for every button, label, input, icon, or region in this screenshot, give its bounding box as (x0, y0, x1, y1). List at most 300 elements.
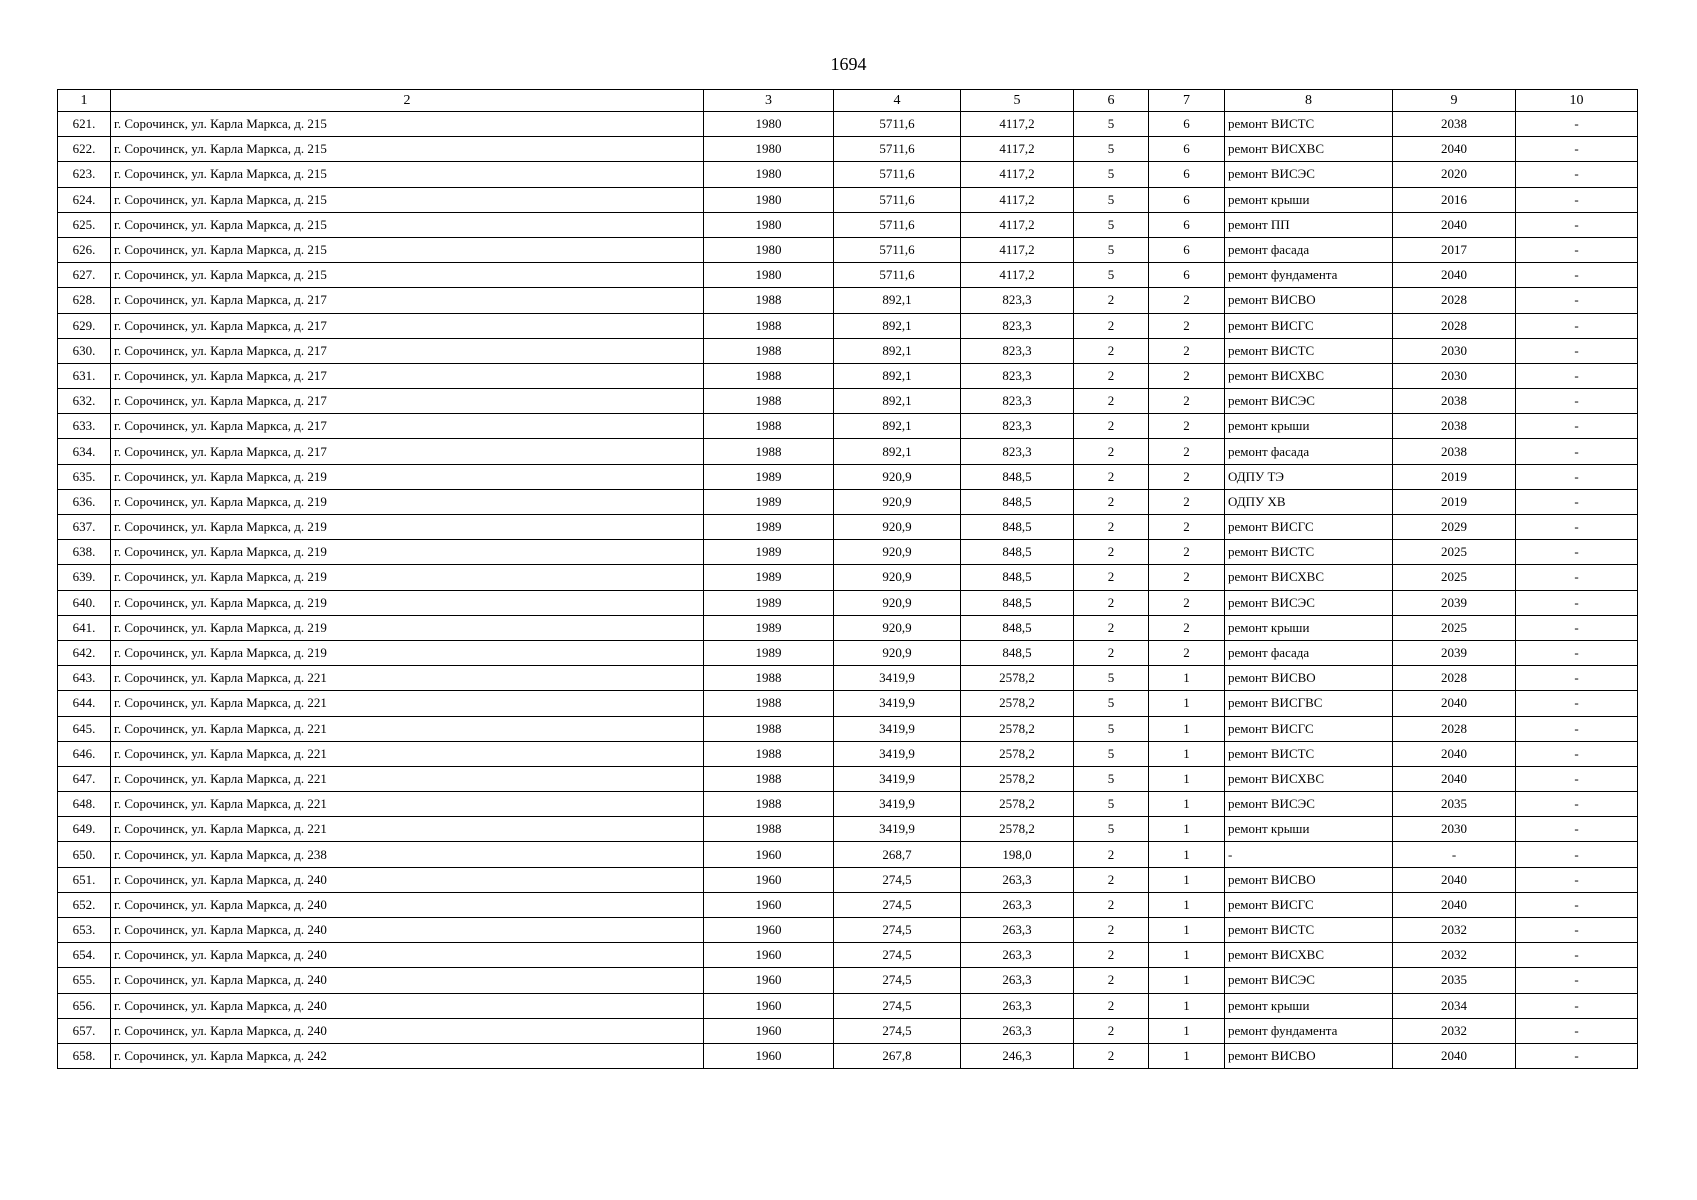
cell-entrances: 6 (1149, 187, 1225, 212)
cell-living-area: 2578,2 (961, 741, 1074, 766)
cell-planned-year: 2025 (1393, 565, 1516, 590)
cell-address: г. Сорочинск, ул. Карла Маркса, д. 219 (111, 615, 704, 640)
cell-floors: 2 (1074, 892, 1149, 917)
cell-entrances: 2 (1149, 363, 1225, 388)
cell-planned-year: 2016 (1393, 187, 1516, 212)
cell-row-number: 624. (58, 187, 111, 212)
cell-total-area: 892,1 (834, 313, 961, 338)
cell-floors: 2 (1074, 540, 1149, 565)
cell-row-number: 623. (58, 162, 111, 187)
cell-floors: 2 (1074, 389, 1149, 414)
page-number: 1694 (830, 54, 867, 74)
cell-planned-year: 2035 (1393, 792, 1516, 817)
cell-work-type: ремонт ВИСХВС (1225, 137, 1393, 162)
cell-year-built: 1980 (704, 263, 834, 288)
cell-address: г. Сорочинск, ул. Карла Маркса, д. 240 (111, 918, 704, 943)
cell-entrances: 2 (1149, 565, 1225, 590)
cell-living-area: 823,3 (961, 288, 1074, 313)
cell-planned-year: 2017 (1393, 237, 1516, 262)
cell-note: - (1516, 212, 1638, 237)
cell-entrances: 1 (1149, 867, 1225, 892)
cell-note: - (1516, 464, 1638, 489)
cell-row-number: 630. (58, 338, 111, 363)
cell-note: - (1516, 489, 1638, 514)
cell-living-area: 823,3 (961, 389, 1074, 414)
cell-living-area: 848,5 (961, 489, 1074, 514)
cell-row-number: 642. (58, 640, 111, 665)
cell-row-number: 643. (58, 666, 111, 691)
cell-living-area: 848,5 (961, 464, 1074, 489)
cell-work-type: ремонт ВИСЭС (1225, 389, 1393, 414)
cell-floors: 2 (1074, 338, 1149, 363)
cell-entrances: 2 (1149, 389, 1225, 414)
cell-entrances: 1 (1149, 1018, 1225, 1043)
cell-row-number: 621. (58, 112, 111, 137)
cell-total-area: 274,5 (834, 918, 961, 943)
cell-year-built: 1989 (704, 540, 834, 565)
cell-work-type: ремонт ВИСВО (1225, 867, 1393, 892)
cell-floors: 2 (1074, 439, 1149, 464)
cell-address: г. Сорочинск, ул. Карла Маркса, д. 221 (111, 691, 704, 716)
cell-note: - (1516, 716, 1638, 741)
table-row (58, 112, 1638, 137)
table-row (58, 918, 1638, 943)
cell-note: - (1516, 237, 1638, 262)
table-row (58, 892, 1638, 917)
table-row (58, 1043, 1638, 1068)
cell-year-built: 1988 (704, 766, 834, 791)
cell-address: г. Сорочинск, ул. Карла Маркса, д. 238 (111, 842, 704, 867)
cell-address: г. Сорочинск, ул. Карла Маркса, д. 240 (111, 993, 704, 1018)
cell-address: г. Сорочинск, ул. Карла Маркса, д. 217 (111, 288, 704, 313)
table-header-row (58, 90, 1638, 112)
cell-year-built: 1988 (704, 414, 834, 439)
cell-year-built: 1988 (704, 363, 834, 388)
cell-year-built: 1960 (704, 943, 834, 968)
cell-row-number: 640. (58, 590, 111, 615)
cell-address: г. Сорочинск, ул. Карла Маркса, д. 219 (111, 540, 704, 565)
cell-work-type: ремонт ВИСХВС (1225, 363, 1393, 388)
cell-note: - (1516, 389, 1638, 414)
cell-year-built: 1980 (704, 112, 834, 137)
cell-planned-year: 2040 (1393, 212, 1516, 237)
table-row (58, 288, 1638, 313)
cell-row-number: 632. (58, 389, 111, 414)
cell-address: г. Сорочинск, ул. Карла Маркса, д. 240 (111, 892, 704, 917)
cell-address: г. Сорочинск, ул. Карла Маркса, д. 219 (111, 515, 704, 540)
cell-address: г. Сорочинск, ул. Карла Маркса, д. 215 (111, 237, 704, 262)
cell-total-area: 892,1 (834, 414, 961, 439)
table-row (58, 313, 1638, 338)
cell-living-area: 246,3 (961, 1043, 1074, 1068)
cell-address: г. Сорочинск, ул. Карла Маркса, д. 240 (111, 943, 704, 968)
cell-floors: 5 (1074, 263, 1149, 288)
cell-total-area: 892,1 (834, 288, 961, 313)
cell-living-area: 2578,2 (961, 716, 1074, 741)
cell-year-built: 1989 (704, 464, 834, 489)
cell-entrances: 2 (1149, 489, 1225, 514)
cell-living-area: 823,3 (961, 313, 1074, 338)
cell-planned-year: 2034 (1393, 993, 1516, 1018)
cell-note: - (1516, 792, 1638, 817)
cell-entrances: 2 (1149, 439, 1225, 464)
cell-floors: 5 (1074, 112, 1149, 137)
cell-total-area: 274,5 (834, 892, 961, 917)
cell-address: г. Сорочинск, ул. Карла Маркса, д. 217 (111, 313, 704, 338)
cell-floors: 2 (1074, 515, 1149, 540)
table-row (58, 1018, 1638, 1043)
cell-total-area: 920,9 (834, 565, 961, 590)
cell-total-area: 5711,6 (834, 212, 961, 237)
cell-address: г. Сорочинск, ул. Карла Маркса, д. 215 (111, 137, 704, 162)
cell-living-area: 263,3 (961, 943, 1074, 968)
cell-living-area: 263,3 (961, 968, 1074, 993)
cell-year-built: 1988 (704, 741, 834, 766)
cell-total-area: 3419,9 (834, 666, 961, 691)
cell-entrances: 1 (1149, 943, 1225, 968)
cell-work-type: ремонт крыши (1225, 414, 1393, 439)
cell-floors: 5 (1074, 691, 1149, 716)
cell-living-area: 848,5 (961, 540, 1074, 565)
column-header-9: 9 (1393, 90, 1516, 112)
cell-year-built: 1989 (704, 515, 834, 540)
cell-work-type: ремонт ВИСТС (1225, 918, 1393, 943)
table-row (58, 237, 1638, 262)
cell-address: г. Сорочинск, ул. Карла Маркса, д. 215 (111, 263, 704, 288)
cell-address: г. Сорочинск, ул. Карла Маркса, д. 219 (111, 489, 704, 514)
cell-year-built: 1988 (704, 666, 834, 691)
cell-row-number: 634. (58, 439, 111, 464)
cell-planned-year: 2040 (1393, 741, 1516, 766)
cell-year-built: 1980 (704, 137, 834, 162)
cell-total-area: 5711,6 (834, 263, 961, 288)
cell-floors: 2 (1074, 842, 1149, 867)
cell-floors: 5 (1074, 137, 1149, 162)
cell-row-number: 644. (58, 691, 111, 716)
table-row (58, 817, 1638, 842)
cell-address: г. Сорочинск, ул. Карла Маркса, д. 219 (111, 565, 704, 590)
cell-note: - (1516, 137, 1638, 162)
cell-row-number: 652. (58, 892, 111, 917)
cell-row-number: 636. (58, 489, 111, 514)
cell-entrances: 1 (1149, 993, 1225, 1018)
cell-total-area: 892,1 (834, 363, 961, 388)
cell-year-built: 1988 (704, 817, 834, 842)
cell-row-number: 626. (58, 237, 111, 262)
table-row (58, 363, 1638, 388)
table-row (58, 515, 1638, 540)
cell-year-built: 1960 (704, 918, 834, 943)
table-row (58, 338, 1638, 363)
cell-planned-year: 2040 (1393, 892, 1516, 917)
cell-note: - (1516, 515, 1638, 540)
cell-living-area: 263,3 (961, 993, 1074, 1018)
cell-total-area: 920,9 (834, 489, 961, 514)
table-row (58, 162, 1638, 187)
cell-planned-year: 2019 (1393, 464, 1516, 489)
cell-entrances: 1 (1149, 968, 1225, 993)
cell-address: г. Сорочинск, ул. Карла Маркса, д. 219 (111, 590, 704, 615)
cell-total-area: 274,5 (834, 993, 961, 1018)
cell-entrances: 1 (1149, 892, 1225, 917)
cell-year-built: 1988 (704, 338, 834, 363)
cell-address: г. Сорочинск, ул. Карла Маркса, д. 215 (111, 187, 704, 212)
cell-row-number: 625. (58, 212, 111, 237)
cell-address: г. Сорочинск, ул. Карла Маркса, д. 217 (111, 363, 704, 388)
table-row (58, 640, 1638, 665)
table-row (58, 993, 1638, 1018)
cell-floors: 2 (1074, 1043, 1149, 1068)
cell-work-type: ремонт крыши (1225, 615, 1393, 640)
cell-floors: 5 (1074, 187, 1149, 212)
cell-work-type: ремонт крыши (1225, 817, 1393, 842)
cell-living-area: 4117,2 (961, 112, 1074, 137)
cell-work-type: ремонт ВИСТС (1225, 540, 1393, 565)
cell-address: г. Сорочинск, ул. Карла Маркса, д. 240 (111, 968, 704, 993)
column-header-10: 10 (1516, 90, 1638, 112)
cell-total-area: 3419,9 (834, 691, 961, 716)
cell-total-area: 5711,6 (834, 112, 961, 137)
cell-year-built: 1989 (704, 489, 834, 514)
cell-living-area: 823,3 (961, 338, 1074, 363)
table-row (58, 867, 1638, 892)
cell-floors: 5 (1074, 741, 1149, 766)
cell-note: - (1516, 540, 1638, 565)
cell-row-number: 657. (58, 1018, 111, 1043)
cell-planned-year: 2032 (1393, 918, 1516, 943)
cell-entrances: 2 (1149, 540, 1225, 565)
cell-year-built: 1960 (704, 1018, 834, 1043)
table-row (58, 842, 1638, 867)
cell-note: - (1516, 615, 1638, 640)
cell-planned-year: 2040 (1393, 263, 1516, 288)
column-header-2: 2 (111, 90, 704, 112)
cell-year-built: 1988 (704, 716, 834, 741)
cell-total-area: 3419,9 (834, 766, 961, 791)
cell-work-type: ремонт ПП (1225, 212, 1393, 237)
cell-living-area: 263,3 (961, 892, 1074, 917)
cell-year-built: 1980 (704, 237, 834, 262)
cell-row-number: 639. (58, 565, 111, 590)
cell-floors: 2 (1074, 363, 1149, 388)
cell-row-number: 654. (58, 943, 111, 968)
cell-row-number: 638. (58, 540, 111, 565)
cell-note: - (1516, 414, 1638, 439)
column-header-1: 1 (58, 90, 111, 112)
cell-living-area: 4117,2 (961, 263, 1074, 288)
cell-floors: 2 (1074, 464, 1149, 489)
cell-floors: 2 (1074, 313, 1149, 338)
cell-living-area: 823,3 (961, 363, 1074, 388)
cell-note: - (1516, 640, 1638, 665)
cell-work-type: ремонт ВИСЭС (1225, 792, 1393, 817)
cell-work-type: ремонт фундамента (1225, 1018, 1393, 1043)
cell-note: - (1516, 263, 1638, 288)
cell-floors: 2 (1074, 943, 1149, 968)
cell-year-built: 1960 (704, 1043, 834, 1068)
cell-address: г. Сорочинск, ул. Карла Маркса, д. 242 (111, 1043, 704, 1068)
cell-entrances: 1 (1149, 766, 1225, 791)
cell-address: г. Сорочинск, ул. Карла Маркса, д. 221 (111, 792, 704, 817)
cell-note: - (1516, 993, 1638, 1018)
cell-address: г. Сорочинск, ул. Карла Маркса, д. 215 (111, 212, 704, 237)
cell-planned-year: 2030 (1393, 817, 1516, 842)
cell-row-number: 651. (58, 867, 111, 892)
cell-note: - (1516, 968, 1638, 993)
cell-floors: 5 (1074, 817, 1149, 842)
cell-row-number: 633. (58, 414, 111, 439)
table-row (58, 212, 1638, 237)
cell-year-built: 1989 (704, 615, 834, 640)
table-row (58, 943, 1638, 968)
cell-floors: 2 (1074, 615, 1149, 640)
cell-work-type: ремонт крыши (1225, 187, 1393, 212)
cell-work-type: ремонт ВИСВО (1225, 288, 1393, 313)
cell-total-area: 920,9 (834, 590, 961, 615)
table-row (58, 968, 1638, 993)
cell-living-area: 848,5 (961, 640, 1074, 665)
cell-floors: 2 (1074, 968, 1149, 993)
cell-planned-year: 2030 (1393, 363, 1516, 388)
cell-floors: 2 (1074, 288, 1149, 313)
cell-work-type: ремонт ВИСГС (1225, 313, 1393, 338)
cell-planned-year: 2019 (1393, 489, 1516, 514)
cell-year-built: 1980 (704, 212, 834, 237)
cell-floors: 5 (1074, 162, 1149, 187)
cell-planned-year: 2040 (1393, 691, 1516, 716)
cell-planned-year: 2039 (1393, 640, 1516, 665)
cell-note: - (1516, 112, 1638, 137)
cell-work-type: ремонт ВИСХВС (1225, 943, 1393, 968)
cell-note: - (1516, 313, 1638, 338)
cell-living-area: 2578,2 (961, 666, 1074, 691)
table-row (58, 590, 1638, 615)
cell-entrances: 2 (1149, 338, 1225, 363)
cell-work-type: ремонт фундамента (1225, 263, 1393, 288)
cell-total-area: 892,1 (834, 389, 961, 414)
cell-total-area: 274,5 (834, 968, 961, 993)
cell-row-number: 635. (58, 464, 111, 489)
cell-total-area: 274,5 (834, 1018, 961, 1043)
cell-entrances: 2 (1149, 288, 1225, 313)
cell-year-built: 1988 (704, 691, 834, 716)
cell-planned-year: 2038 (1393, 439, 1516, 464)
table-row (58, 414, 1638, 439)
cell-note: - (1516, 363, 1638, 388)
cell-work-type: ремонт ВИСТС (1225, 338, 1393, 363)
cell-entrances: 1 (1149, 817, 1225, 842)
cell-year-built: 1960 (704, 867, 834, 892)
cell-work-type: ремонт ВИСГВС (1225, 691, 1393, 716)
cell-note: - (1516, 666, 1638, 691)
table-row (58, 741, 1638, 766)
cell-planned-year: 2032 (1393, 1018, 1516, 1043)
cell-planned-year: - (1393, 842, 1516, 867)
cell-total-area: 268,7 (834, 842, 961, 867)
cell-year-built: 1960 (704, 968, 834, 993)
cell-work-type: ремонт фасада (1225, 439, 1393, 464)
cell-total-area: 3419,9 (834, 817, 961, 842)
table-row (58, 464, 1638, 489)
cell-total-area: 920,9 (834, 540, 961, 565)
cell-living-area: 823,3 (961, 414, 1074, 439)
cell-entrances: 6 (1149, 212, 1225, 237)
cell-note: - (1516, 741, 1638, 766)
cell-living-area: 263,3 (961, 867, 1074, 892)
cell-note: - (1516, 691, 1638, 716)
cell-address: г. Сорочинск, ул. Карла Маркса, д. 215 (111, 112, 704, 137)
cell-year-built: 1988 (704, 389, 834, 414)
cell-address: г. Сорочинск, ул. Карла Маркса, д. 221 (111, 817, 704, 842)
cell-address: г. Сорочинск, ул. Карла Маркса, д. 219 (111, 464, 704, 489)
cell-address: г. Сорочинск, ул. Карла Маркса, д. 217 (111, 338, 704, 363)
cell-entrances: 1 (1149, 918, 1225, 943)
cell-floors: 2 (1074, 489, 1149, 514)
cell-year-built: 1988 (704, 439, 834, 464)
cell-planned-year: 2038 (1393, 112, 1516, 137)
table-row (58, 615, 1638, 640)
table-row (58, 439, 1638, 464)
cell-entrances: 6 (1149, 237, 1225, 262)
table-row (58, 666, 1638, 691)
cell-address: г. Сорочинск, ул. Карла Маркса, д. 240 (111, 867, 704, 892)
cell-floors: 5 (1074, 212, 1149, 237)
cell-address: г. Сорочинск, ул. Карла Маркса, д. 217 (111, 414, 704, 439)
cell-entrances: 1 (1149, 1043, 1225, 1068)
cell-address: г. Сорочинск, ул. Карла Маркса, д. 221 (111, 741, 704, 766)
cell-work-type: ремонт ВИСХВС (1225, 766, 1393, 791)
cell-living-area: 4117,2 (961, 137, 1074, 162)
cell-year-built: 1989 (704, 640, 834, 665)
cell-planned-year: 2032 (1393, 943, 1516, 968)
cell-work-type: ремонт ВИСЭС (1225, 968, 1393, 993)
cell-living-area: 2578,2 (961, 817, 1074, 842)
cell-row-number: 656. (58, 993, 111, 1018)
cell-floors: 2 (1074, 640, 1149, 665)
cell-entrances: 1 (1149, 666, 1225, 691)
cell-planned-year: 2025 (1393, 615, 1516, 640)
column-header-8: 8 (1225, 90, 1393, 112)
cell-living-area: 263,3 (961, 918, 1074, 943)
cell-living-area: 198,0 (961, 842, 1074, 867)
cell-planned-year: 2028 (1393, 666, 1516, 691)
cell-planned-year: 2040 (1393, 137, 1516, 162)
cell-total-area: 920,9 (834, 640, 961, 665)
cell-planned-year: 2038 (1393, 389, 1516, 414)
column-header-5: 5 (961, 90, 1074, 112)
cell-note: - (1516, 766, 1638, 791)
cell-year-built: 1960 (704, 892, 834, 917)
column-header-3: 3 (704, 90, 834, 112)
cell-total-area: 274,5 (834, 867, 961, 892)
cell-total-area: 920,9 (834, 515, 961, 540)
cell-floors: 5 (1074, 792, 1149, 817)
cell-entrances: 1 (1149, 716, 1225, 741)
table-row (58, 263, 1638, 288)
cell-year-built: 1988 (704, 313, 834, 338)
cell-year-built: 1988 (704, 792, 834, 817)
cell-address: г. Сорочинск, ул. Карла Маркса, д. 221 (111, 666, 704, 691)
cell-work-type: ремонт ВИСХВС (1225, 565, 1393, 590)
column-header-4: 4 (834, 90, 961, 112)
cell-entrances: 2 (1149, 590, 1225, 615)
cell-entrances: 6 (1149, 112, 1225, 137)
cell-entrances: 1 (1149, 842, 1225, 867)
cell-living-area: 848,5 (961, 615, 1074, 640)
cell-total-area: 3419,9 (834, 716, 961, 741)
cell-planned-year: 2028 (1393, 716, 1516, 741)
cell-note: - (1516, 187, 1638, 212)
